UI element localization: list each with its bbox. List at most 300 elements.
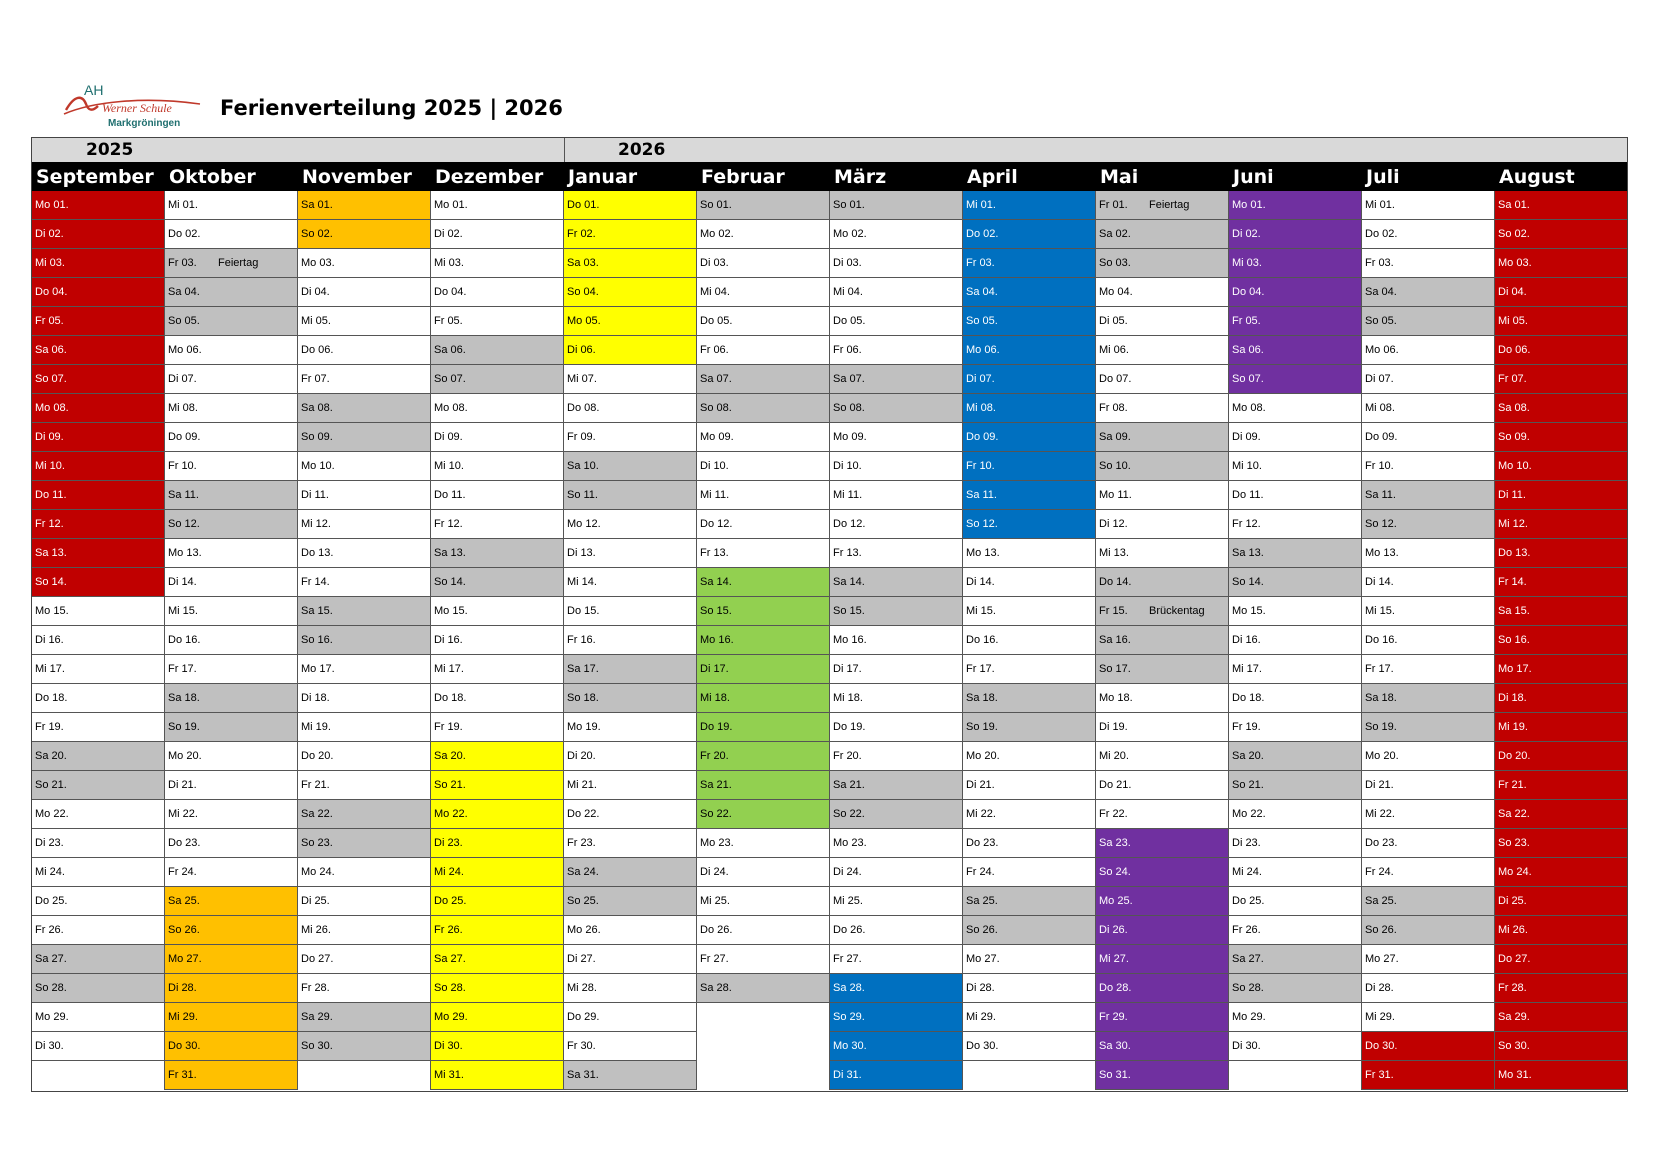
year-row: [32, 138, 1627, 162]
day-label: Do 12.: [700, 518, 733, 530]
day-label: Sa 18.: [966, 692, 998, 704]
day-label: Mo 01.: [1232, 199, 1266, 211]
day-cell: [298, 742, 431, 771]
day-label: So 30.: [1498, 1040, 1530, 1052]
day-cell: [32, 481, 165, 510]
day-label: Fr 09.: [567, 431, 596, 443]
day-label: Di 03.: [700, 257, 729, 269]
day-label: Di 12.: [1099, 518, 1128, 530]
day-label: So 23.: [301, 837, 333, 849]
day-label: So 28.: [1232, 982, 1264, 994]
day-cell: [431, 510, 564, 539]
day-label: Sa 21.: [700, 779, 732, 791]
day-cell: [1362, 568, 1495, 597]
day-cell: [963, 481, 1096, 510]
day-label: Mo 13.: [168, 547, 202, 559]
day-cell: [32, 974, 165, 1003]
day-label: So 18.: [567, 692, 599, 704]
day-cell: [165, 655, 298, 684]
month-column: [32, 191, 165, 1091]
day-label: Mo 29.: [35, 1011, 69, 1023]
day-cell: [830, 220, 963, 249]
day-label: Fr 14.: [1498, 576, 1527, 588]
day-cell: [963, 1032, 1096, 1061]
day-cell: [697, 278, 830, 307]
day-cell: [298, 713, 431, 742]
day-cell: [431, 626, 564, 655]
day-label: Di 21.: [1365, 779, 1394, 791]
day-label: Di 27.: [567, 953, 596, 965]
day-label: Fr 13.: [833, 547, 862, 559]
day-cell: [1495, 481, 1628, 510]
day-label: Mi 12.: [301, 518, 331, 530]
day-cell: [564, 916, 697, 945]
day-label: Do 16.: [966, 634, 999, 646]
day-cell: [298, 974, 431, 1003]
day-label: Fr 26.: [434, 924, 463, 936]
day-cell: [697, 220, 830, 249]
day-label: Mo 02.: [833, 228, 867, 240]
day-cell: [431, 974, 564, 1003]
day-cell: [564, 1061, 697, 1090]
day-cell: [697, 394, 830, 423]
day-cell: [1362, 858, 1495, 887]
day-label: Mi 10.: [1232, 460, 1262, 472]
day-label: Mi 22.: [168, 808, 198, 820]
day-cell: [564, 278, 697, 307]
day-label: So 07.: [35, 373, 67, 385]
day-cell: [1495, 974, 1628, 1003]
day-label: Di 14.: [1365, 576, 1394, 588]
day-cell: [963, 568, 1096, 597]
day-cell: [1362, 481, 1495, 510]
day-cell: [1495, 684, 1628, 713]
day-label: Mo 11.: [1099, 489, 1132, 501]
day-cell: [1096, 278, 1229, 307]
day-label: Sa 28.: [700, 982, 732, 994]
month-header-0: September: [36, 166, 154, 188]
day-grid: [32, 191, 1628, 1091]
month-header-5: Februar: [701, 166, 785, 188]
day-label: Fr 19.: [35, 721, 64, 733]
day-label: Di 28.: [1365, 982, 1394, 994]
day-cell: [165, 771, 298, 800]
day-label: Fr 15.: [1099, 605, 1128, 617]
day-label: Di 04.: [301, 286, 330, 298]
day-label: So 16.: [301, 634, 333, 646]
day-label: Mo 08.: [35, 402, 69, 414]
day-label: Mo 20.: [1365, 750, 1399, 762]
day-label: Do 20.: [301, 750, 334, 762]
day-cell: [697, 568, 830, 597]
day-cell: [431, 684, 564, 713]
day-cell: [431, 220, 564, 249]
day-cell: [431, 249, 564, 278]
day-label: Di 02.: [434, 228, 463, 240]
day-label: Mi 17.: [434, 663, 464, 675]
day-label: Di 28.: [966, 982, 995, 994]
day-label: Mi 24.: [1232, 866, 1262, 878]
day-label: Sa 25.: [1365, 895, 1397, 907]
day-label: Sa 21.: [833, 779, 865, 791]
day-label: Di 04.: [1498, 286, 1527, 298]
day-cell: [1229, 423, 1362, 452]
day-cell: [298, 423, 431, 452]
day-cell: [963, 684, 1096, 713]
day-label: Mi 03.: [434, 257, 464, 269]
day-label: Di 02.: [35, 228, 64, 240]
day-cell: [1229, 365, 1362, 394]
day-label: Mi 31.: [434, 1069, 464, 1081]
day-cell: [1495, 1032, 1628, 1061]
day-label: Do 16.: [1365, 634, 1398, 646]
day-label: Do 02.: [168, 228, 201, 240]
day-label: Mo 27.: [966, 953, 1000, 965]
month-header-11: August: [1499, 166, 1575, 188]
day-cell: [1362, 1032, 1495, 1061]
day-cell: [1096, 684, 1229, 713]
day-cell: [963, 336, 1096, 365]
day-cell: [963, 220, 1096, 249]
day-cell: [32, 278, 165, 307]
day-label: Sa 27.: [35, 953, 67, 965]
day-label: Do 11.: [35, 489, 67, 501]
day-cell: [1362, 336, 1495, 365]
day-label: So 15.: [700, 605, 732, 617]
day-cell: [697, 742, 830, 771]
month-header-row: [32, 162, 1627, 191]
day-cell: [1096, 974, 1229, 1003]
day-cell: [165, 829, 298, 858]
day-label: Mo 06.: [168, 344, 202, 356]
day-cell: [1495, 336, 1628, 365]
day-label: Do 05.: [700, 315, 733, 327]
day-label: So 15.: [833, 605, 865, 617]
day-cell: [963, 626, 1096, 655]
day-label: Di 17.: [700, 663, 729, 675]
day-label: Sa 08.: [301, 402, 333, 414]
day-cell: [830, 394, 963, 423]
day-label: Di 25.: [301, 895, 330, 907]
day-label: Sa 01.: [301, 199, 333, 211]
day-label: Mi 13.: [1099, 547, 1129, 559]
day-label: Mi 18.: [700, 692, 730, 704]
day-label: Mi 20.: [1099, 750, 1129, 762]
school-logo: [62, 82, 204, 136]
day-cell: [1096, 510, 1229, 539]
day-label: Sa 07.: [833, 373, 865, 385]
day-cell: [963, 510, 1096, 539]
day-label: Di 30.: [434, 1040, 463, 1052]
day-cell: [32, 771, 165, 800]
day-cell: [1495, 858, 1628, 887]
day-label: Mi 10.: [35, 460, 65, 472]
day-label: So 08.: [700, 402, 732, 414]
day-cell: [298, 510, 431, 539]
day-cell: [1362, 220, 1495, 249]
day-cell: [1096, 597, 1229, 626]
day-cell: [1362, 829, 1495, 858]
day-cell: [1495, 365, 1628, 394]
day-cell: [1495, 800, 1628, 829]
day-cell: [830, 452, 963, 481]
day-cell: [1362, 771, 1495, 800]
day-label: Mi 17.: [35, 663, 65, 675]
day-label: Di 21.: [966, 779, 995, 791]
day-cell: [431, 307, 564, 336]
day-cell: [697, 452, 830, 481]
day-cell: [830, 1032, 963, 1061]
day-cell: [963, 800, 1096, 829]
day-label: Mi 15.: [966, 605, 996, 617]
day-label: So 04.: [567, 286, 599, 298]
day-cell: [697, 800, 830, 829]
day-label: So 14.: [434, 576, 466, 588]
day-cell: [431, 800, 564, 829]
day-label: Do 20.: [1498, 750, 1531, 762]
day-cell: [1495, 539, 1628, 568]
day-label: Di 13.: [567, 547, 596, 559]
day-label: Di 16.: [434, 634, 463, 646]
day-cell: [298, 336, 431, 365]
day-label: Mi 04.: [833, 286, 863, 298]
day-cell: [830, 684, 963, 713]
day-label: Di 14.: [966, 576, 995, 588]
day-cell: [32, 829, 165, 858]
day-cell: [697, 510, 830, 539]
day-label: Sa 01.: [1498, 199, 1530, 211]
day-label: Mi 18.: [833, 692, 863, 704]
day-label: Fr 26.: [1232, 924, 1261, 936]
day-cell: [830, 539, 963, 568]
day-label: Di 02.: [1232, 228, 1261, 240]
day-cell: [1229, 278, 1362, 307]
day-label: Sa 16.: [1099, 634, 1131, 646]
day-cell: [697, 191, 830, 220]
day-label: Fr 20.: [700, 750, 729, 762]
day-label: Fr 12.: [434, 518, 463, 530]
day-label: Do 28.: [1099, 982, 1132, 994]
day-cell: [1096, 481, 1229, 510]
day-label: So 11.: [567, 489, 598, 501]
day-label: Mo 25.: [1099, 895, 1133, 907]
day-label: Mi 26.: [1498, 924, 1528, 936]
day-label: Do 25.: [35, 895, 68, 907]
day-cell: [1362, 974, 1495, 1003]
day-cell: [32, 742, 165, 771]
day-label: Sa 20.: [1232, 750, 1264, 762]
day-label: So 29.: [833, 1011, 865, 1023]
day-cell: [1495, 423, 1628, 452]
day-cell: [1495, 655, 1628, 684]
day-cell: [830, 336, 963, 365]
day-cell: [298, 1003, 431, 1032]
day-label: Sa 13.: [1232, 547, 1264, 559]
day-cell: [1362, 1061, 1495, 1090]
day-label: Mi 03.: [35, 257, 65, 269]
day-cell: [830, 1061, 963, 1090]
day-label: Mi 10.: [434, 460, 464, 472]
day-cell: [298, 1032, 431, 1061]
day-label: Do 11.: [434, 489, 466, 501]
day-cell: [32, 539, 165, 568]
day-label: Fr 06.: [700, 344, 729, 356]
day-cell: [165, 249, 298, 278]
day-cell: [830, 771, 963, 800]
day-label: Do 26.: [700, 924, 733, 936]
day-label: So 14.: [35, 576, 67, 588]
month-column: [165, 191, 298, 1091]
day-cell: [431, 365, 564, 394]
day-label: Sa 02.: [1099, 228, 1131, 240]
day-cell: [830, 800, 963, 829]
day-cell: [165, 191, 298, 220]
day-label: Mo 02.: [700, 228, 734, 240]
logo-place: Markgröningen: [108, 118, 181, 129]
day-cell: [564, 800, 697, 829]
day-cell: [830, 974, 963, 1003]
day-cell: [830, 742, 963, 771]
day-label: So 07.: [434, 373, 466, 385]
day-label: Do 26.: [833, 924, 866, 936]
day-cell: [32, 1032, 165, 1061]
day-label: So 31.: [1099, 1069, 1131, 1081]
day-cell: [1495, 1061, 1628, 1090]
day-label: So 02.: [301, 228, 333, 240]
day-cell: [697, 336, 830, 365]
day-label: Do 09.: [168, 431, 201, 443]
day-label: Sa 11.: [168, 489, 199, 501]
day-cell: [1495, 220, 1628, 249]
day-label: Mo 23.: [833, 837, 867, 849]
day-label: Mo 08.: [434, 402, 468, 414]
day-label: Sa 18.: [168, 692, 200, 704]
day-cell: [564, 829, 697, 858]
day-label: Mi 05.: [1498, 315, 1528, 327]
day-label: Fr 03.: [966, 257, 995, 269]
day-cell: [298, 220, 431, 249]
day-label: Mo 29.: [1232, 1011, 1266, 1023]
day-label: Sa 17.: [567, 663, 599, 675]
day-cell: [165, 220, 298, 249]
month-header-8: Mai: [1100, 166, 1139, 188]
day-label: So 07.: [1232, 373, 1264, 385]
day-cell: [431, 191, 564, 220]
day-label: Sa 31.: [567, 1069, 599, 1081]
day-label: Mi 22.: [1365, 808, 1395, 820]
day-label: So 19.: [1365, 721, 1397, 733]
day-label: So 02.: [1498, 228, 1530, 240]
day-cell: [298, 655, 431, 684]
empty-cell: [32, 1061, 165, 1090]
day-label: So 28.: [434, 982, 466, 994]
day-cell: [32, 220, 165, 249]
day-label: Do 01.: [567, 199, 600, 211]
day-cell: [1229, 887, 1362, 916]
day-label: Mi 15.: [1365, 605, 1395, 617]
month-column: [431, 191, 564, 1091]
day-label: Di 07.: [966, 373, 995, 385]
day-cell: [1096, 655, 1229, 684]
day-label: Mo 19.: [567, 721, 601, 733]
day-label: Sa 06.: [434, 344, 466, 356]
day-label: So 05.: [168, 315, 200, 327]
day-label: Di 30.: [35, 1040, 64, 1052]
day-cell: [1096, 945, 1229, 974]
day-label: Sa 20.: [434, 750, 466, 762]
day-label: Do 30.: [168, 1040, 201, 1052]
day-label: Sa 28.: [833, 982, 865, 994]
day-cell: [963, 655, 1096, 684]
day-cell: [1362, 510, 1495, 539]
day-label: Mo 20.: [966, 750, 1000, 762]
day-label: Do 18.: [1232, 692, 1265, 704]
day-cell: [830, 423, 963, 452]
day-label: Mi 15.: [168, 605, 198, 617]
day-label: Di 24.: [833, 866, 862, 878]
day-label: Do 19.: [700, 721, 733, 733]
day-cell: [1096, 916, 1229, 945]
day-cell: [697, 945, 830, 974]
day-cell: [165, 1003, 298, 1032]
day-cell: [963, 1003, 1096, 1032]
day-cell: [32, 452, 165, 481]
day-cell: [431, 742, 564, 771]
day-cell: [1096, 220, 1229, 249]
day-label: Fr 14.: [301, 576, 330, 588]
day-label: Do 21.: [1099, 779, 1132, 791]
day-label: Do 19.: [833, 721, 866, 733]
day-label: Mi 17.: [1232, 663, 1262, 675]
day-cell: [1229, 771, 1362, 800]
day-label: Mi 29.: [1365, 1011, 1395, 1023]
day-label: Do 27.: [1498, 953, 1531, 965]
day-label: Fr 21.: [1498, 779, 1527, 791]
day-cell: [830, 597, 963, 626]
day-label: Mo 23.: [700, 837, 734, 849]
day-label: Di 11.: [301, 489, 329, 501]
day-label: Fr 27.: [833, 953, 862, 965]
day-label: Mo 30.: [833, 1040, 867, 1052]
day-label: Di 31.: [833, 1069, 862, 1081]
day-cell: [564, 1003, 697, 1032]
day-cell: [564, 510, 697, 539]
day-label: Fr 07.: [301, 373, 330, 385]
month-column: [298, 191, 431, 1091]
day-label: Do 15.: [567, 605, 600, 617]
day-label: Fr 17.: [966, 663, 995, 675]
day-label: Fr 19.: [434, 721, 463, 733]
day-label: So 26.: [168, 924, 200, 936]
day-label: So 09.: [1498, 431, 1530, 443]
day-cell: [564, 597, 697, 626]
day-cell: [165, 278, 298, 307]
day-label: Do 13.: [301, 547, 334, 559]
day-label: Fr 10.: [168, 460, 197, 472]
day-label: Fr 27.: [700, 953, 729, 965]
day-label: Do 09.: [1365, 431, 1398, 443]
day-cell: [1495, 249, 1628, 278]
day-cell: [963, 249, 1096, 278]
day-label: Mo 15.: [434, 605, 468, 617]
day-label: Mo 06.: [1365, 344, 1399, 356]
day-cell: [1229, 829, 1362, 858]
day-cell: [431, 655, 564, 684]
day-cell: [1495, 452, 1628, 481]
month-column: [564, 191, 697, 1091]
day-cell: [1362, 887, 1495, 916]
day-cell: [431, 1003, 564, 1032]
